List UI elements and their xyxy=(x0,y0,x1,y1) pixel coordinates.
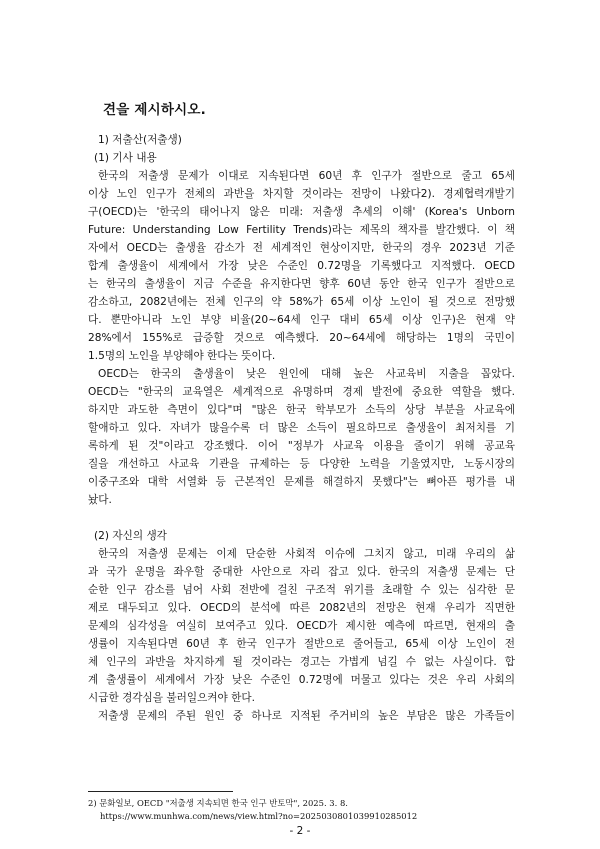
paragraph-line: 생률이 지속된다면 60년 후 한국 인구가 절반으로 줄어들고, 65세 이상 노인이 전 xyxy=(88,638,515,650)
paragraph-line: 제로 대두되고 있다. OECD의 분석에 따른 2082년의 전망은 현재 우리가 직면한 xyxy=(88,602,515,614)
footnote-divider xyxy=(88,791,233,792)
paragraph-line: 28%에서 155%로 급증할 것으로 예측했다. 20~64세에 해당하는 1명의 국민이 xyxy=(88,332,515,344)
paragraph-line: Future: Understanding Low Fertility Trends)라는 제목의 책자를 발간했다. 이 책 xyxy=(88,224,515,236)
paragraph-line: 체 인구의 과반을 차지하게 될 것이라는 경고는 가볍게 넘길 수 없는 사실이다. 합 xyxy=(88,656,515,668)
paragraph-line: 저출생 문제의 주된 원인 중 하나로 지적된 주거비의 높은 부담은 많은 가족들이 xyxy=(98,710,515,722)
paragraph-line: OECD는 한국의 출생율이 낮은 원인에 대해 높은 사교육비 지출을 꼽았다. xyxy=(98,368,515,380)
paragraph-line: 문제의 심각성을 여실히 보여주고 있다. OECD가 제시한 예측에 따르면, 현재의 출 xyxy=(88,620,515,632)
paragraph-line: 시급한 경각심을 불러일으켜야 한다. xyxy=(88,692,255,704)
paragraph-line: 한국의 저출생 문제는 이제 단순한 사회적 이슈에 그치지 않고, 미래 우리의 삶 xyxy=(98,548,515,560)
paragraph-line: 구(OECD)는 '한국의 태어나지 않은 미래: 저출생 추세의 이해' (Korea's Unborn xyxy=(88,206,515,218)
paragraph-line: 과 국가 운명을 좌우할 중대한 사안으로 자리 잡고 있다. 한국의 저출생 문제는 단 xyxy=(88,566,515,578)
subsection-heading-opinion: (2) 자신의 생각 xyxy=(94,530,167,542)
paragraph-line: 한국의 저출생 문제가 이대로 지속된다면 60년 후 인구가 절반으로 줄고 65세 xyxy=(98,170,515,182)
intro-text: 견을 제시하시오. xyxy=(103,102,206,118)
section-heading: 1) 저출산(저출생) xyxy=(98,134,182,146)
subsection-heading-article: (1) 기사 내용 xyxy=(94,152,157,164)
paragraph-line: 이중구조와 대학 서열화 등 근본적인 문제를 해결하지 못했다"는 뼈아픈 평가를 내 xyxy=(88,476,515,488)
paragraph-line: 자에서 OECD는 출생율 감소가 전 세계적인 현상이지만, 한국의 경우 2023년 기준 xyxy=(88,242,515,254)
paragraph-line: 다. 뿐만아니라 노인 부양 비율(20~64세 인구 대비 65세 이상 인구)은 현재 약 xyxy=(88,314,515,326)
footnote-url: https://www.munhwa.com/news/view.html?no=2025030801039910285012 xyxy=(100,811,418,821)
paragraph-line: 는 한국의 출생율이 지금 수준을 유지한다면 향후 60년 동안 한국 인구가 절반으로 xyxy=(88,278,515,290)
paragraph-line: 질을 개선하고 사교육 기관을 규제하는 등 다양한 노력을 기울였지만, 노동시장의 xyxy=(88,458,515,470)
paragraph-line: 계 출생률이 세계에서 가장 낮은 수준인 0.72명에 머물고 있다는 것은 우리 사회의 xyxy=(88,674,515,686)
paragraph-line: 감소하고, 2082년에는 전체 인구의 약 58%가 65세 이상 노인이 될 것으로 전망했 xyxy=(88,296,515,308)
paragraph-line: 순한 인구 감소를 넘어 사회 전반에 걸친 구조적 위기를 초래할 수 있는 심각한 문 xyxy=(88,584,515,596)
paragraph-line: 1.5명의 노인을 부양해야 한다는 뜻이다. xyxy=(88,350,276,362)
paragraph-line: 놨다. xyxy=(88,494,112,506)
paragraph-line: 이상 노인 인구가 전체의 과반을 차지할 것이라는 전망이 나왔다2). 경제협력개발기 xyxy=(88,188,515,200)
paragraph-line: OECD는 "한국의 교육열은 세계적으로 유명하며 경제 발전에 중요한 역할을 했다. xyxy=(88,386,515,398)
paragraph-line: 할애하고 있다. 자녀가 많을수록 더 많은 소득이 필요하므로 출생율이 최저치를 기 xyxy=(88,422,515,434)
footnote-text: 2) 문화일보, OECD "저출생 지속되면 한국 인구 반토막", 2025. 3. 8. xyxy=(88,798,348,808)
page-number: - 2 - xyxy=(289,825,311,837)
paragraph-line: 하지만 과도한 측면이 있다"며 "많은 한국 학부모가 소득의 상당 부분을 사교육에 xyxy=(88,404,515,416)
paragraph-line: 록하게 된 것"이라고 강조했다. 이어 "정부가 사교육 이용을 줄이기 위해 공교육 xyxy=(88,440,515,452)
paragraph-line: 합계 출생율이 세계에서 가장 낮은 수준인 0.72명을 기록했다고 지적했다. OECD xyxy=(88,260,515,272)
